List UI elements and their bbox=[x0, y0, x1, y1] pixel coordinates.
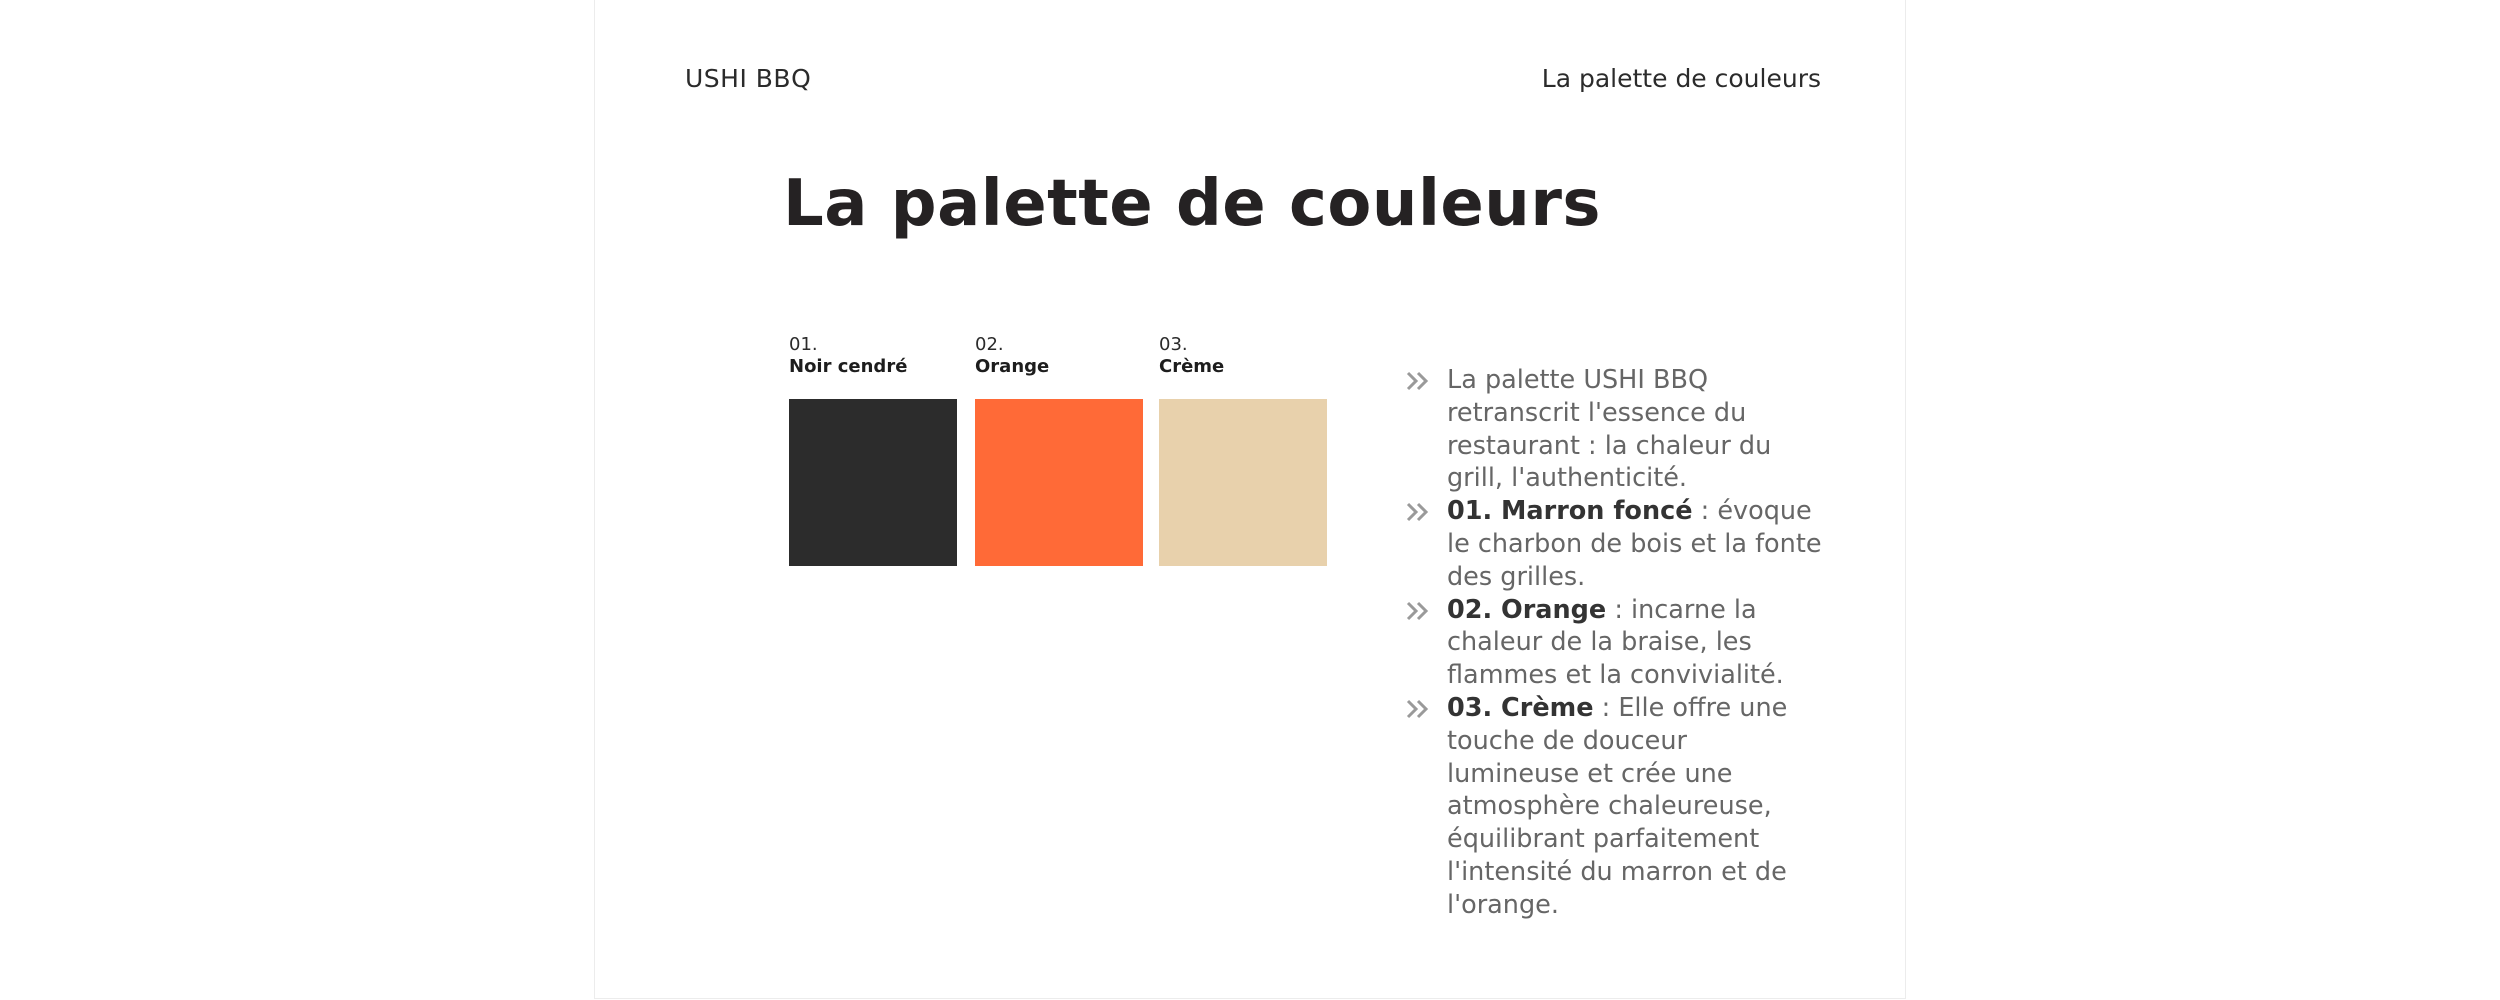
double-chevron-right-icon bbox=[1405, 699, 1431, 719]
list-item bbox=[1405, 495, 1825, 593]
palette-description bbox=[1405, 364, 1825, 922]
list-item bbox=[1405, 692, 1825, 922]
item-text: : incarne la chaleur de la braise, les flammes et la convivialité. bbox=[1447, 594, 1784, 691]
color-square bbox=[975, 399, 1143, 566]
swatch-number: 03. bbox=[1159, 334, 1188, 355]
item-text: : évoque le charbon de bois et la fonte des grilles. bbox=[1447, 496, 1822, 592]
page-title: La palette de couleurs bbox=[783, 167, 1601, 241]
swatch-creme bbox=[1159, 334, 1327, 378]
color-square bbox=[789, 399, 957, 566]
color-square bbox=[1159, 399, 1327, 566]
swatch-noir-cendre bbox=[789, 334, 957, 378]
swatch-name: Noir cendré bbox=[789, 356, 908, 377]
swatch-name: Crème bbox=[1159, 356, 1225, 377]
list-item bbox=[1405, 364, 1825, 495]
item-label: 01. Marron foncé bbox=[1447, 496, 1693, 527]
swatch-orange bbox=[975, 334, 1143, 378]
item-label: 03. Crème bbox=[1447, 692, 1594, 723]
brand-name: USHI BBQ bbox=[685, 64, 812, 93]
item-label: 02. Orange bbox=[1447, 594, 1607, 625]
swatch-name: Orange bbox=[975, 356, 1050, 377]
double-chevron-right-icon bbox=[1405, 371, 1431, 391]
presentation-page bbox=[594, 0, 1906, 999]
swatch-number: 02. bbox=[975, 334, 1004, 355]
section-label: La palette de couleurs bbox=[1541, 64, 1821, 93]
list-item bbox=[1405, 594, 1825, 692]
double-chevron-right-icon bbox=[1405, 601, 1431, 621]
swatch-number: 01. bbox=[789, 334, 818, 355]
item-text: : Elle offre une touche de douceur lumineuse et crée une atmosphère chaleureuse, équilibrant parfaitement l'intensité du marron et de l'orange. bbox=[1447, 692, 1788, 920]
double-chevron-right-icon bbox=[1405, 502, 1431, 522]
intro-text: La palette USHI BBQ retranscrit l'essence du restaurant : la chaleur du grill, l'authenticité. bbox=[1447, 365, 1772, 494]
